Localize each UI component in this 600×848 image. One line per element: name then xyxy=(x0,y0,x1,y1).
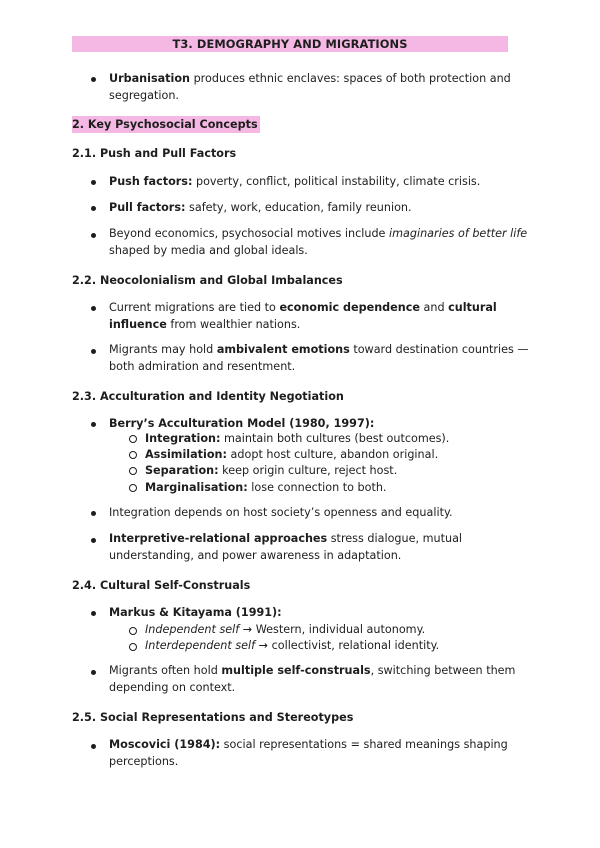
bullet-icon xyxy=(91,670,99,676)
list-item: Urbanisation produces ethnic enclaves: spaces of both protection and segregation. xyxy=(109,72,511,102)
subsection-heading-2-3: 2.3. Acculturation and Identity Negotiation xyxy=(72,390,344,403)
list-item: Moscovici (1984): social representations = shared meanings shaping perceptions. xyxy=(109,738,508,768)
list-item: Migrants may hold ambivalent emotions toward destination countries — both admiration and resentment. xyxy=(109,343,529,373)
list-item: Push factors: poverty, conflict, political instability, climate crisis. xyxy=(109,175,481,188)
sub-list-item: Interdependent self → collectivist, relational identity. xyxy=(145,639,440,652)
subsection-heading-2-5: 2.5. Social Representations and Stereotypes xyxy=(72,711,354,724)
sub-list-item: Independent self → Western, individual autonomy. xyxy=(145,623,426,636)
sub-list-item: Integration: maintain both cultures (best outcomes). xyxy=(145,432,450,445)
circle-bullet-icon xyxy=(129,467,137,475)
bullet-icon xyxy=(91,306,99,312)
subsection-heading-2-4: 2.4. Cultural Self-Construals xyxy=(72,579,251,592)
page-title: T3. DEMOGRAPHY AND MIGRATIONS xyxy=(72,36,508,52)
sub-list-item: Separation: keep origin culture, reject host. xyxy=(145,464,398,477)
section-heading: 2. Key Psychosocial Concepts xyxy=(72,118,258,131)
bullet-icon xyxy=(91,511,99,517)
bullet-icon xyxy=(91,233,99,239)
list-item: Current migrations are tied to economic dependence and cultural influence from wealthier nations. xyxy=(109,301,497,331)
sub-list-item: Marginalisation: lose connection to both. xyxy=(145,481,387,494)
circle-bullet-icon xyxy=(129,627,137,635)
list-item: Pull factors: safety, work, education, family reunion. xyxy=(109,201,412,214)
circle-bullet-icon xyxy=(129,643,137,651)
list-item: Markus & Kitayama (1991): xyxy=(109,606,282,619)
list-item: Berry’s Acculturation Model (1980, 1997): xyxy=(109,417,375,430)
circle-bullet-icon xyxy=(129,451,137,459)
bullet-icon xyxy=(91,349,99,355)
bullet-icon xyxy=(91,77,99,83)
bullet-icon xyxy=(91,538,99,544)
bullet-icon xyxy=(91,422,99,428)
circle-bullet-icon xyxy=(129,435,137,443)
bullet-icon xyxy=(91,206,99,212)
list-item: Migrants often hold multiple self-construals, switching between them depending on context. xyxy=(109,664,516,694)
bullet-icon xyxy=(91,744,99,750)
circle-bullet-icon xyxy=(129,484,137,492)
list-item: Integration depends on host society’s openness and equality. xyxy=(109,506,453,519)
list-item: Interpretive-relational approaches stress dialogue, mutual understanding, and power awareness in adaptation. xyxy=(109,532,463,562)
list-item: Beyond economics, psychosocial motives include imaginaries of better life shaped by media and global ideals. xyxy=(109,227,528,257)
subsection-heading-2-2: 2.2. Neocolonialism and Global Imbalances xyxy=(72,274,343,287)
bullet-icon xyxy=(91,611,99,617)
sub-list-item: Assimilation: adopt host culture, abandon original. xyxy=(145,448,439,461)
bullet-icon xyxy=(91,180,99,186)
subsection-heading-2-1: 2.1. Push and Pull Factors xyxy=(72,147,237,160)
